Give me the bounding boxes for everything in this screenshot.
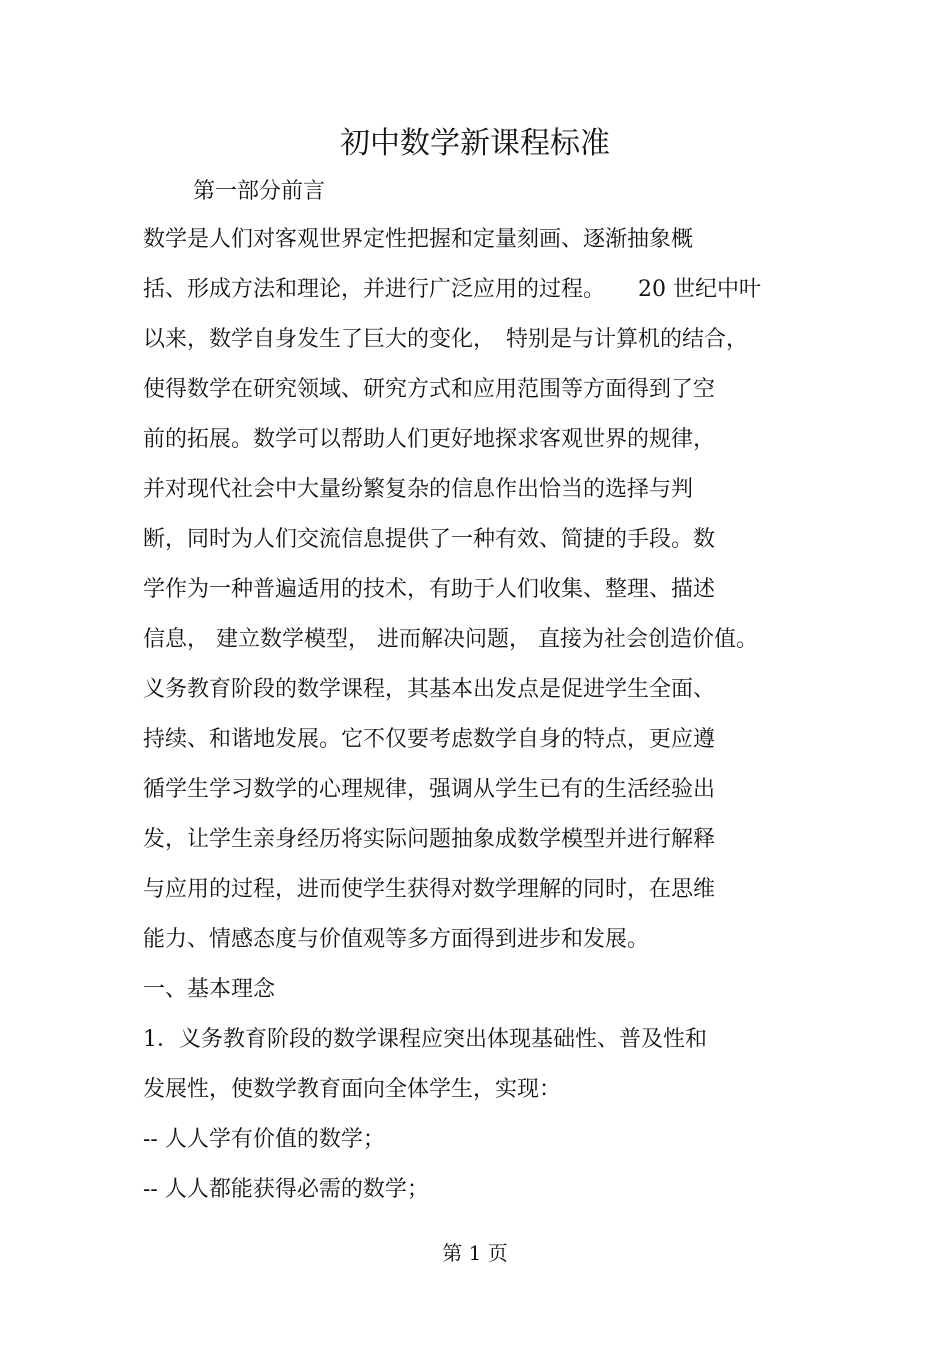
body-line: 信息， 建立数学模型， 进而解决问题， 直接为社会创造价值。 [143,627,758,652]
section-heading: 一、基本理念 [143,977,276,1002]
body-line: 义务教育阶段的数学课程，其基本出发点是促进学生全面、 [143,677,716,702]
body-line: 断，同时为人们交流信息提供了一种有效、简捷的手段。数 [143,527,716,552]
body-line: 1．义务教育阶段的数学课程应突出体现基础性、普及性和 [143,1027,707,1052]
body-line: 以来，数学自身发生了巨大的变化， 特别是与计算机的结合， [143,327,749,352]
body-line: 括、形成方法和理论，并进行广泛应用的过程。 20 世纪中叶 [143,277,761,302]
body-line: 使得数学在研究领域、研究方式和应用范围等方面得到了空 [143,377,716,402]
body-line: 持续、和谐地发展。它不仅要考虑数学自身的特点，更应遵 [143,727,716,752]
list-item: -- 人人都能获得必需的数学； [143,1177,429,1202]
body-line: 循学生学习数学的心理规律，强调从学生已有的生活经验出 [143,777,716,802]
body-line: 能力、情感态度与价值观等多方面得到进步和发展。 [143,927,650,952]
body-line: 学作为一种普遍适用的技术，有助于人们收集、整理、描述 [143,577,716,602]
document-title: 初中数学新课程标准 [340,126,610,161]
body-line: 发展性，使数学教育面向全体学生，实现： [143,1077,562,1102]
body-line: 与应用的过程，进而使学生获得对数学理解的同时，在思维 [143,877,716,902]
body-line: 发，让学生亲身经历将实际问题抽象成数学模型并进行解释 [143,827,716,852]
page-number: 第 1 页 [442,1241,508,1265]
body-line: 前的拓展。数学可以帮助人们更好地探求客观世界的规律， [143,427,716,452]
section-title: 第一部分前言 [193,179,326,204]
list-item: -- 人人学有价值的数学； [143,1127,385,1152]
body-line: 并对现代社会中大量纷繁复杂的信息作出恰当的选择与判 [143,477,694,502]
body-line: 数学是人们对客观世界定性把握和定量刻画、逐渐抽象概 [143,227,694,252]
